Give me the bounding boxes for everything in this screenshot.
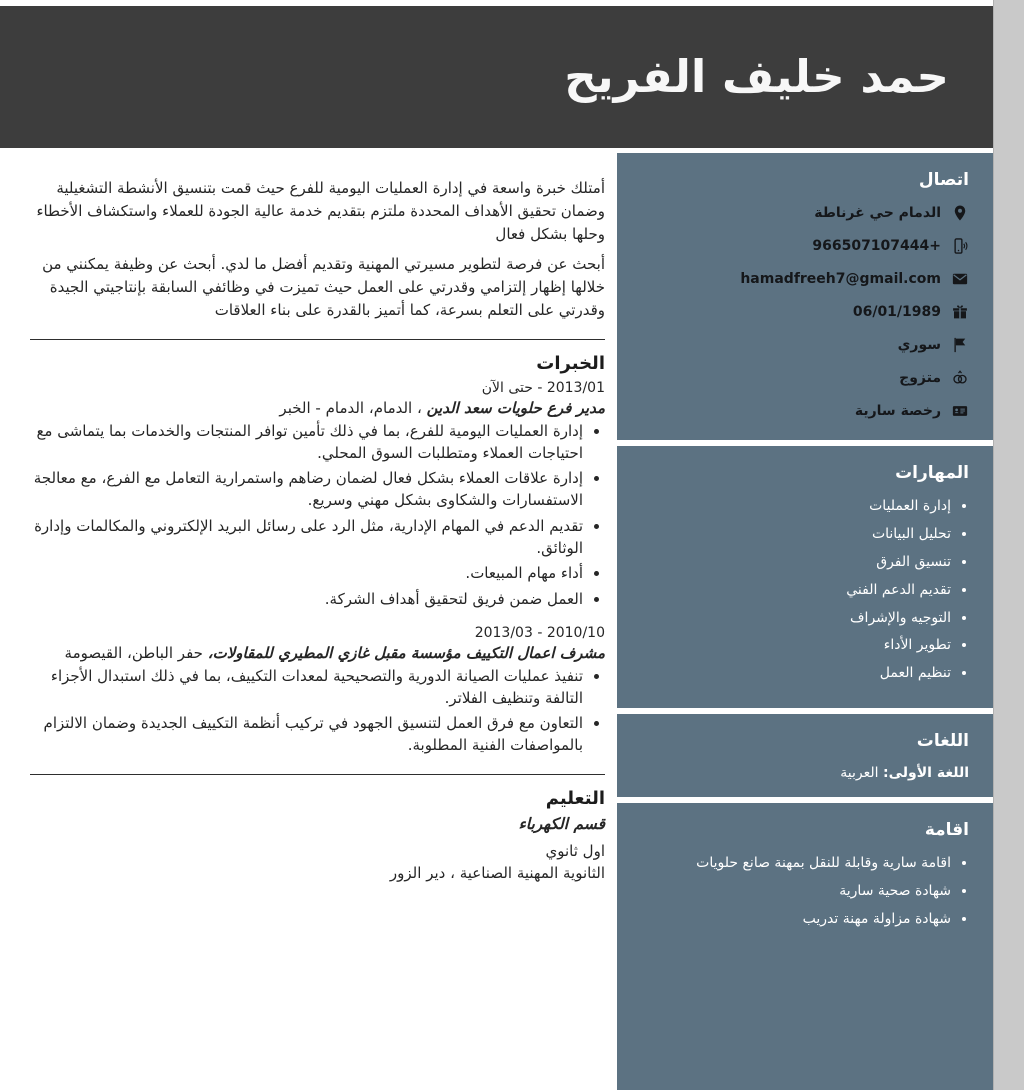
experience-title-bold: مشرف اعمال التكييف مؤسسة مقبل غازي المطيري للمقاولات، xyxy=(207,643,605,662)
body-columns xyxy=(0,153,993,1090)
experience-bullets xyxy=(30,666,605,757)
experience-bullet: • أداء مهام المبيعات. xyxy=(30,563,583,585)
experience-dates: 2010/10 - 2013/03 xyxy=(474,624,605,641)
experience-title xyxy=(30,399,605,417)
contact-item-marital-status xyxy=(635,369,969,387)
contact-item-birthdate xyxy=(635,303,969,321)
education-heading: التعليم xyxy=(545,787,605,809)
skill-item: • تنسيق الفرق xyxy=(635,553,951,572)
location-icon xyxy=(951,204,969,222)
skills-heading: المهارات xyxy=(895,463,969,483)
birthday-icon xyxy=(951,303,969,321)
experience-entry-2 xyxy=(30,625,605,757)
contact-license-text: رخصة سارية xyxy=(854,403,941,419)
contact-phone-text: +966507107444 xyxy=(812,238,941,254)
experience-bullet: • إدارة علاقات العملاء بشكل فعال لضمان رضاهم واستمرارية التعامل مع الفرع، مع معالجة الاستفسارات والشكاوى بشكل مهني وسريع. xyxy=(30,468,583,512)
contact-location-text: الدمام حي غرناطة xyxy=(814,205,941,221)
residence-section xyxy=(617,803,993,1090)
skill-item: • تحليل البيانات xyxy=(635,525,951,544)
contact-item-location xyxy=(635,204,969,222)
sidebar xyxy=(617,153,993,1090)
residence-item: • شهادة مزاولة مهنة تدريب xyxy=(635,910,951,929)
skill-item: • التوجيه والإشراف xyxy=(635,609,951,628)
contact-heading: اتصال xyxy=(918,170,969,190)
contact-section xyxy=(617,153,993,440)
contact-email-text: hamadfreeh7@gmail.com xyxy=(740,271,941,287)
page-gutter xyxy=(993,0,1024,1090)
education-level: اول ثانوي xyxy=(545,841,605,860)
experience-title-bold: مدير فرع حلويات سعد الدين xyxy=(426,398,605,417)
education-school: الثانوية المهنية الصناعية ، دير الزور xyxy=(389,864,605,883)
marital-status-icon xyxy=(951,369,969,387)
summary-paragraph-1: أمتلك خبرة واسعة في إدارة العمليات اليومية للفرع حيث قمت بتنسيق الأنشطة التشغيلية وضمان تحقيق الأهداف المحددة ملتزم بتقديم خدمة عالية الجودة للعملاء واستكشاف الأخطاء وحلها بشكل فعال xyxy=(36,179,605,243)
section-divider xyxy=(30,774,605,775)
skills-section xyxy=(617,446,993,708)
contact-item-phone xyxy=(635,237,969,255)
experience-title-location: ، الدمام، الدمام - الخبر xyxy=(279,398,422,417)
experience-bullet: • إدارة العمليات اليومية للفرع، بما في ذلك تأمين توافر المنتجات والخدمات بما يتماشى مع احتياجات العملاء ومتطلبات السوق المحلي. xyxy=(30,421,583,465)
experience-entry-1 xyxy=(30,380,605,611)
section-divider xyxy=(30,339,605,340)
languages-heading: اللغات xyxy=(916,731,969,752)
contact-birthdate-text: 06/01/1989 xyxy=(852,304,941,320)
language-label: اللغة الأولى: xyxy=(883,765,969,782)
email-icon xyxy=(951,270,969,288)
skill-item: • تقديم الدعم الفني xyxy=(635,581,951,600)
contact-nationality-text: سوري xyxy=(897,337,941,353)
skill-item: • تطوير الأداء xyxy=(635,636,951,655)
experience-bullet: • العمل ضمن فريق لتحقيق أهداف الشركة. xyxy=(30,589,583,611)
contact-item-email xyxy=(635,270,969,288)
experience-heading: الخبرات xyxy=(536,352,605,374)
residence-heading: اقامة xyxy=(924,820,969,841)
language-value: العربية xyxy=(840,765,879,782)
phone-icon xyxy=(951,237,969,255)
contact-marital-status-text: متزوج xyxy=(899,370,941,386)
education-degree: قسم الكهرباء xyxy=(518,814,605,833)
experience-dates: 2013/01 - حتى الآن xyxy=(481,379,605,396)
license-card-icon xyxy=(951,402,969,420)
nationality-flag-icon xyxy=(951,336,969,354)
experience-title-location: حفر الباطن، القيصومة xyxy=(64,643,203,662)
residence-item: • اقامة سارية وقابلة للنقل بمهنة صانع حلويات xyxy=(635,854,951,873)
skill-item: • تنظيم العمل xyxy=(635,664,951,683)
experience-bullet: • تقديم الدعم في المهام الإدارية، مثل الرد على رسائل البريد الإلكتروني والمكالمات وإدارة الوثائق. xyxy=(30,516,583,560)
experience-title xyxy=(30,644,605,662)
contact-item-license xyxy=(635,402,969,420)
skill-item: • إدارة العمليات xyxy=(635,497,951,516)
page-title: حمد خليف الفريح xyxy=(564,50,949,104)
skills-list xyxy=(635,497,969,683)
header xyxy=(0,6,993,148)
residence-item: • شهادة صحية سارية xyxy=(635,882,951,901)
experience-bullets xyxy=(30,421,605,611)
language-item xyxy=(635,765,969,781)
residence-list xyxy=(635,854,969,929)
contact-item-nationality xyxy=(635,336,969,354)
main-column xyxy=(0,153,617,1090)
experience-bullet: • التعاون مع فرق العمل لتنسيق الجهود في تركيب أنظمة التكييف الجديدة وضمان الالتزام بالمواصفات الفنية المطلوبة. xyxy=(30,713,583,757)
summary-paragraph-2: أبحث عن فرصة لتطوير مسيرتي المهنية وتقديم أفضل ما لدي. أبحث عن وظيفة يمكنني من خلالها إظهار إلتزامي وقدرتي على العمل حيث تميزت في وظائفي السابقة بإنتاجيتي الجيدة وقدرتي على التعلم بسرعة، كما أتميز بالقدرة على بناء العلاقات xyxy=(42,255,605,319)
experience-bullet: • تنفيذ عمليات الصيانة الدورية والتصحيحية لمعدات التكييف، بما في ذلك استبدال الأجزاء التالفة وتنظيف الفلاتر. xyxy=(30,666,583,710)
languages-section xyxy=(617,714,993,797)
